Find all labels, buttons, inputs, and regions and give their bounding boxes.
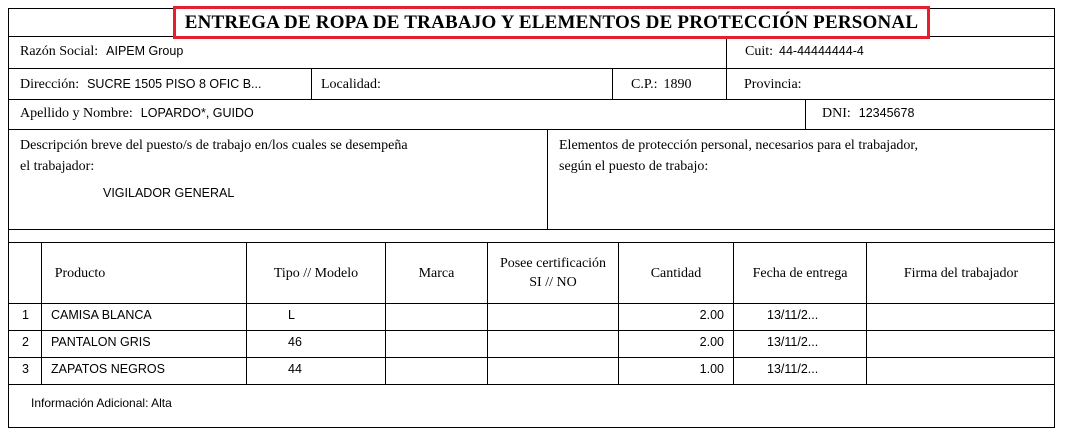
form-title: ENTREGA DE ROPA DE TRABAJO Y ELEMENTOS DE PROTECCIÓN PERSONAL: [173, 6, 930, 39]
th-certificacion-line2: SI // NO: [529, 275, 577, 290]
th-tipo-modelo: Tipo // Modelo: [273, 265, 359, 281]
th-producto: Producto: [54, 265, 106, 281]
row-number: 1: [22, 308, 29, 322]
th-fecha-entrega: Fecha de entrega: [752, 265, 848, 281]
cell-tipo: 46: [288, 335, 302, 349]
cell-producto: CAMISA BLANCA: [51, 308, 152, 322]
dni-value: 12345678: [858, 106, 915, 120]
informacion-adicional: Información Adicional: Alta: [31, 396, 172, 410]
cell-cantidad: 2.00: [699, 335, 724, 349]
nombre-value: LOPARDO*, GUIDO: [140, 106, 254, 120]
cp-value: 1890: [663, 77, 692, 92]
divider-localidad: [311, 68, 312, 99]
rule-row3-bottom: [8, 384, 1055, 385]
razon-social-value: AIPEM Group: [106, 44, 184, 58]
cell-fecha: 13/11/2...: [767, 308, 819, 322]
th-certificacion-line1: Posee certificación: [499, 256, 607, 271]
cell-cantidad: 1.00: [699, 362, 724, 376]
divider-cp: [612, 68, 613, 99]
job-description-label-1: Descripción breve del puesto/s de trabajo en/los cuales se desempeña: [20, 138, 408, 153]
rule-address-bottom: [8, 99, 1055, 100]
razon-social-label: Razón Social:: [20, 44, 99, 59]
nombre-field: [20, 106, 254, 122]
cell-tipo: 44: [288, 362, 302, 376]
cell-producto: PANTALON GRIS: [51, 335, 151, 349]
job-description-block: [20, 135, 408, 177]
cell-fecha: 13/11/2...: [767, 335, 819, 349]
epp-label-2: según el puesto de trabajo:: [559, 159, 709, 174]
localidad-field: [321, 77, 381, 93]
divider-provincia: [726, 68, 727, 99]
cuit-label: Cuit:: [745, 44, 774, 59]
cuit-field: [745, 44, 864, 60]
cell-cantidad: 2.00: [699, 308, 724, 322]
th-marca: Marca: [418, 265, 455, 281]
rule-row2-bottom: [8, 357, 1055, 358]
dni-label: DNI:: [822, 106, 851, 121]
rule-row1-bottom: [8, 330, 1055, 331]
th-firma: Firma del trabajador: [903, 265, 1019, 281]
dni-field: [822, 106, 914, 122]
divider-cuit: [726, 36, 727, 68]
job-description-value: VIGILADOR GENERAL: [103, 186, 235, 200]
direccion-label: Dirección:: [20, 77, 80, 92]
localidad-label: Localidad:: [321, 77, 381, 92]
cuit-value: 44-44444444-4: [779, 44, 864, 58]
epp-block: [559, 135, 918, 177]
row-number: 2: [22, 335, 29, 349]
rule-table-header-bottom: [8, 303, 1055, 304]
divider-job: [547, 129, 548, 229]
row-number: 3: [22, 362, 29, 376]
rule-job-bottom: [8, 229, 1055, 230]
cp-label: C.P.:: [631, 77, 658, 92]
razon-social-field: [20, 44, 183, 60]
cp-field: [631, 77, 691, 93]
divider-dni: [805, 99, 806, 129]
cell-tipo: L: [288, 308, 295, 322]
direccion-value: SUCRE 1505 PISO 8 OFIC B...: [87, 77, 262, 91]
provincia-field: [744, 77, 802, 93]
job-description-label-2: el trabajador:: [20, 159, 95, 174]
th-cantidad: Cantidad: [650, 265, 702, 281]
nombre-label: Apellido y Nombre:: [20, 106, 133, 121]
cell-fecha: 13/11/2...: [767, 362, 819, 376]
rule-worker-bottom: [8, 129, 1055, 130]
provincia-label: Provincia:: [744, 77, 802, 92]
delivery-form: [8, 8, 1055, 428]
th-certificacion: [488, 243, 618, 303]
cell-producto: ZAPATOS NEGROS: [51, 362, 165, 376]
rule-company-bottom: [8, 68, 1055, 69]
direccion-field: [20, 77, 261, 93]
epp-label-1: Elementos de protección personal, necesarios para el trabajador,: [559, 138, 919, 153]
